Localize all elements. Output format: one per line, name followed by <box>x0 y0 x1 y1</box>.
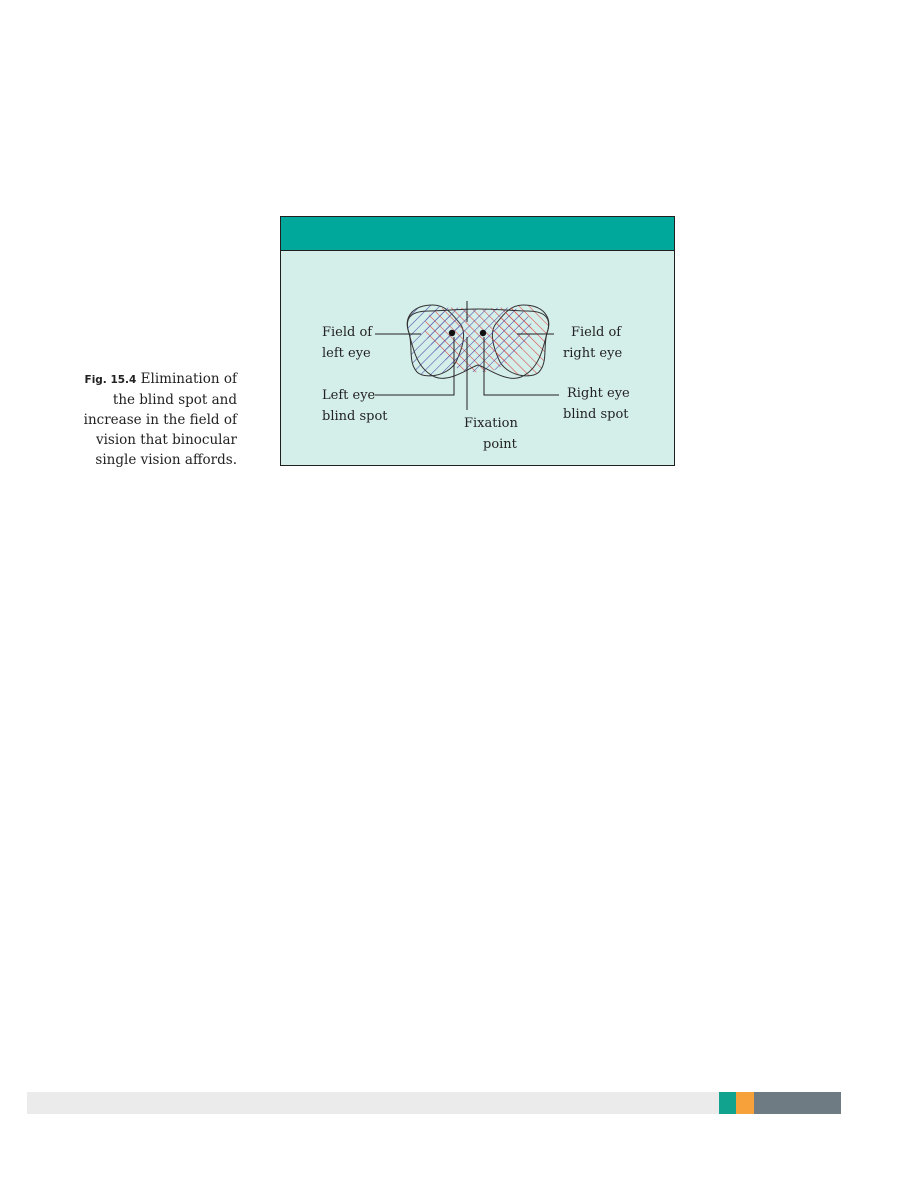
label-field-right-2: right eye <box>563 346 623 361</box>
label-blind-left-2: blind spot <box>322 409 388 424</box>
label-blind-right-1: Right eye <box>567 386 630 401</box>
label-fixation-1: Fixation <box>464 416 518 431</box>
label-fixation-2: point <box>483 437 517 452</box>
footer-orange-block <box>736 1092 754 1114</box>
figure-panel <box>280 216 675 466</box>
label-blind-right-2: blind spot <box>563 407 629 422</box>
footer-gray-block <box>754 1092 841 1114</box>
label-field-left-2: left eye <box>322 346 371 361</box>
footer-bar <box>27 1092 719 1114</box>
figure-caption <box>70 369 237 470</box>
binocular-field-diagram <box>281 217 676 467</box>
figure-caption-text: Elimination of the blind spot and increase in the field of vision that binocular single vision affords. <box>83 371 237 468</box>
label-field-left-1: Field of <box>322 325 373 340</box>
label-field-right-1: Field of <box>571 325 622 340</box>
figure-label: Fig. 15.4 <box>84 374 137 386</box>
footer-teal-block <box>719 1092 736 1114</box>
right-blind-spot <box>480 330 486 336</box>
label-blind-left-1: Left eye <box>322 388 376 403</box>
left-blind-spot <box>449 330 455 336</box>
